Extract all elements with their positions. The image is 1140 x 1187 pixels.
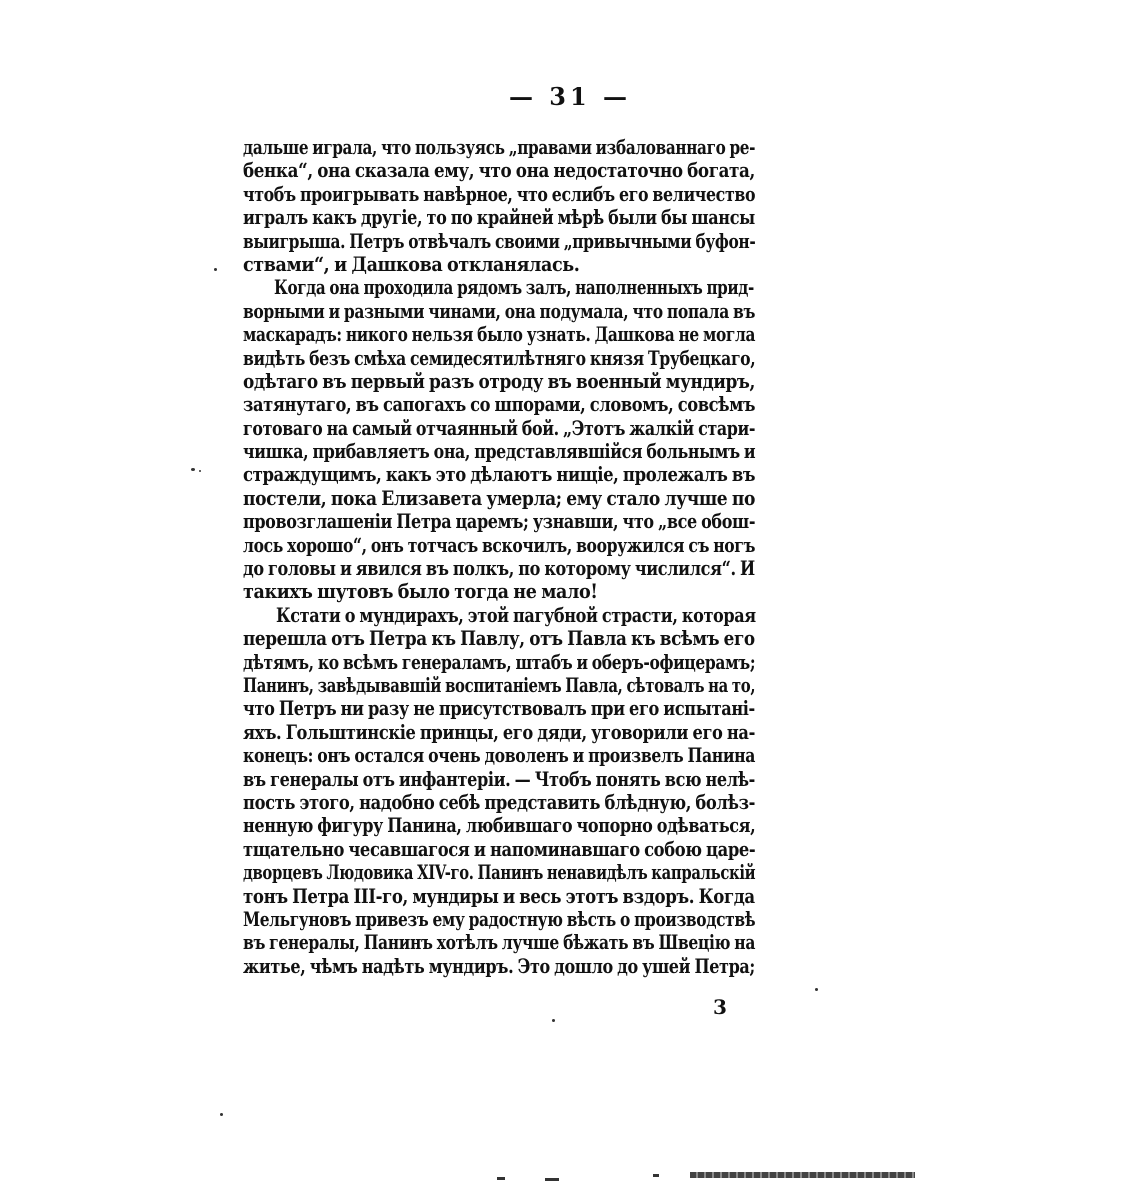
text-line: тонъ Петра III-го, мундиры и весь этотъ вздоръ. Когда bbox=[243, 884, 755, 908]
text-line: Когда она проходила рядомъ залъ, наполненныхъ прид- bbox=[274, 276, 754, 300]
scan-mark bbox=[545, 1178, 559, 1181]
text-line: пость этого, надобно себѣ представить блѣдную, болѣз- bbox=[243, 790, 756, 814]
text-line: видѣть безъ смѣха семидесятилѣтняго князя Трубецкаго, bbox=[243, 346, 756, 370]
text-line: маскарадъ: никого нельзя было узнать. Дашкова не могла bbox=[243, 323, 756, 347]
text-line: дѣтямъ, ко всѣмъ генераламъ, штабъ и оберъ-офицерамъ; bbox=[243, 650, 756, 674]
text-line: тщательно чесавшагося и напоминавшаго собою царе- bbox=[243, 837, 756, 861]
text-line: готоваго на самый отчаянный бой. „Этотъ жалкій стари- bbox=[243, 416, 756, 440]
page-number-header: — 31 — bbox=[508, 82, 632, 111]
text-line: въ генералы, Панинъ хотѣлъ лучше бѣжать въ Швецію на bbox=[243, 931, 756, 955]
scan-speck bbox=[552, 1019, 555, 1022]
scan-speck bbox=[191, 468, 195, 471]
text-line: житье, чѣмъ надѣть мундиръ. Это дошло до ушей Петра; bbox=[243, 954, 755, 978]
text-line: страждущимъ, какъ это дѣлаютъ нищіе, пролежалъ въ bbox=[243, 463, 756, 487]
text-line: одѣтаго въ первый разъ отроду въ военный мундиръ, bbox=[243, 369, 755, 393]
text-line: дворцевъ Людовика XIV-го. Панинъ ненавидѣлъ капральскій bbox=[243, 861, 756, 885]
text-line: перешла отъ Петра къ Павлу, отъ Павла къ всѣмъ его bbox=[243, 627, 755, 651]
text-line: Мельгуновъ привезъ ему радостную вѣсть о производствѣ bbox=[243, 907, 756, 931]
signature-mark: 3 bbox=[713, 995, 727, 1019]
scan-mark bbox=[653, 1174, 659, 1177]
text-line: ворными и разными чинами, она подумала, что попала въ bbox=[243, 299, 756, 323]
scan-speck bbox=[199, 470, 201, 472]
text-line: Панинъ, завѣдывавшій воспитаніемъ Павла, сѣтовалъ на то, bbox=[243, 673, 756, 697]
text-line: въ генералы отъ инфантеріи. — Чтобъ понять всю нелѣ- bbox=[243, 767, 755, 791]
text-line: Кстати о мундирахъ, этой пагубной страсти, которая bbox=[275, 603, 756, 627]
scan-smudge bbox=[690, 1172, 915, 1178]
text-line: дальше играла, что пользуясь „правами избалованнаго ре- bbox=[243, 136, 756, 159]
text-line: игралъ какъ другіе, то по крайней мѣрѣ были бы шансы bbox=[243, 206, 755, 230]
text-line: бенка“, она сказала ему, что она недостаточно богата, bbox=[243, 159, 755, 183]
text-line: провозглашеніи Петра царемъ; узнавши, что „все обош- bbox=[243, 510, 756, 534]
text-line: конецъ: онъ остался очень доволенъ и произвелъ Панина bbox=[243, 744, 756, 768]
scan-speck bbox=[815, 988, 818, 991]
scan-speck bbox=[220, 1113, 223, 1116]
text-line: затянутаго, въ сапогахъ со шпорами, словомъ, совсѣмъ bbox=[243, 393, 756, 417]
text-line: ненную фигуру Панина, любившаго чопорно одѣваться, bbox=[243, 814, 756, 838]
scan-mark bbox=[497, 1177, 505, 1180]
text-line: чишка, прибавляетъ она, представлявшійся больнымъ и bbox=[243, 440, 756, 464]
text-line: ствами“, и Дашкова откланялась. bbox=[243, 252, 580, 276]
text-line: лось хорошо“, онъ тотчасъ вскочилъ, вооружился съ ногъ bbox=[243, 533, 756, 557]
text-line: до головы и явился въ полкъ, по которому числился“. И bbox=[243, 557, 755, 581]
text-line: выигрыша. Петръ отвѣчалъ своими „привычными буфон- bbox=[243, 229, 756, 253]
text-line: чтобъ проигрывать навѣрное, что еслибъ его величество bbox=[243, 182, 756, 206]
text-line: что Петръ ни разу не присутствовалъ при его испытані- bbox=[243, 697, 755, 721]
text-line: постели, пока Елизавета умерла; ему стало лучше по bbox=[243, 486, 755, 510]
text-line: яхъ. Гольштинскіе принцы, его дяди, уговорили его на- bbox=[243, 720, 755, 744]
text-line: такихъ шутовъ было тогда не мало! bbox=[243, 580, 598, 604]
scan-speck bbox=[214, 268, 217, 271]
body-text bbox=[243, 136, 815, 978]
